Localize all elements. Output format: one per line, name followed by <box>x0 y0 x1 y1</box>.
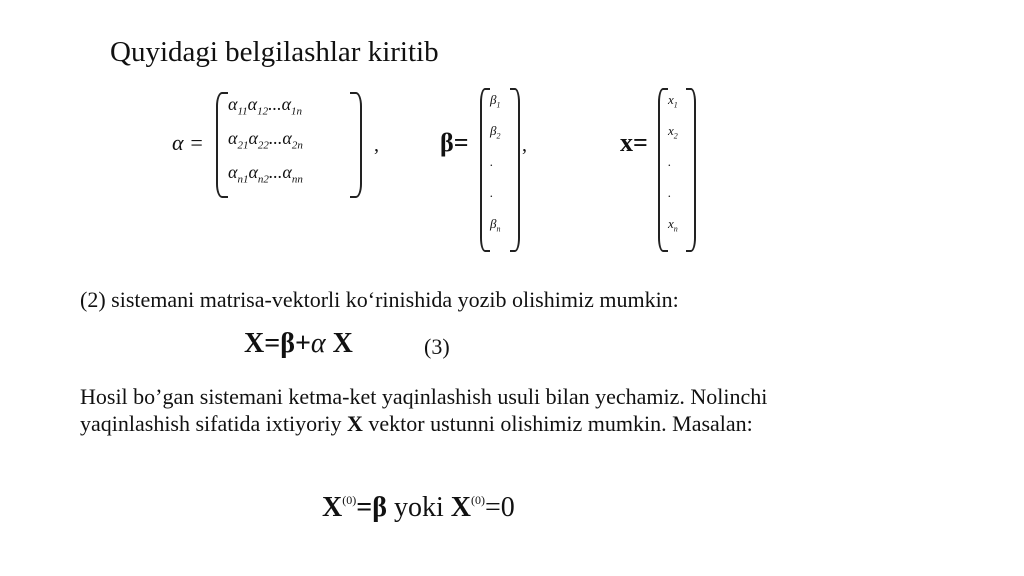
beta-cell-5: $\beta_n$ <box>490 216 501 234</box>
x-cell-1: $x_1$ <box>668 92 678 110</box>
initial-approximation-formula: $X^{(0)}=\beta$ yoki $X^{(0)}=0$ <box>322 492 515 523</box>
beta-cell-2: $\beta_2$ <box>490 123 501 141</box>
alpha-row-3: $\alpha_{n1}\alpha_{n2}...\alpha_{nn}$ <box>228 162 303 186</box>
beta-vector-body <box>490 92 512 247</box>
title: Quyidagi belgilashlar kiritib <box>110 36 439 68</box>
alpha-left-paren <box>216 92 228 198</box>
alpha-right-paren <box>350 92 362 198</box>
x-cell-5: $x_n$ <box>668 216 678 234</box>
beta-comma: , <box>522 134 527 156</box>
alpha-row-1: $\alpha_{11}\alpha_{12}...\alpha_{1n}$ <box>228 94 303 118</box>
x-cell-2: $x_2$ <box>668 123 678 141</box>
beta-cell-4: . <box>490 185 494 200</box>
x-lhs: x= <box>620 128 648 157</box>
beta-cell-1: $\beta_1$ <box>490 92 501 110</box>
beta-lhs: β= <box>440 128 469 157</box>
alpha-matrix-body <box>228 94 303 196</box>
paragraph-line-1: Hosil bo’gan sistemani ketma-ket yaqinlashish usuli bilan yechamiz. Nolinchi <box>80 384 768 409</box>
paragraph-line-2: yaqinlashish sifatida ixtiyoriy X vektor ustunni olishimiz mumkin. Masalan: <box>80 411 753 436</box>
x-vector-body <box>668 92 690 247</box>
x-cell-3: . <box>668 154 672 169</box>
equation-3-label: (3) <box>424 334 450 359</box>
equation-3: X=β+α X <box>244 328 353 359</box>
x-cell-4: . <box>668 185 672 200</box>
x-left-paren <box>658 88 668 252</box>
system-sentence: (2) sistemani matrisa-vektorli ko‘rinishida yozib olishimiz mumkin: <box>80 287 679 312</box>
alpha-comma: , <box>374 134 379 156</box>
alpha-lhs: α = <box>172 130 204 155</box>
beta-left-paren <box>480 88 490 252</box>
alpha-row-2: $\alpha_{21}\alpha_{22}...\alpha_{2n}$ <box>228 128 303 152</box>
beta-cell-3: . <box>490 154 494 169</box>
